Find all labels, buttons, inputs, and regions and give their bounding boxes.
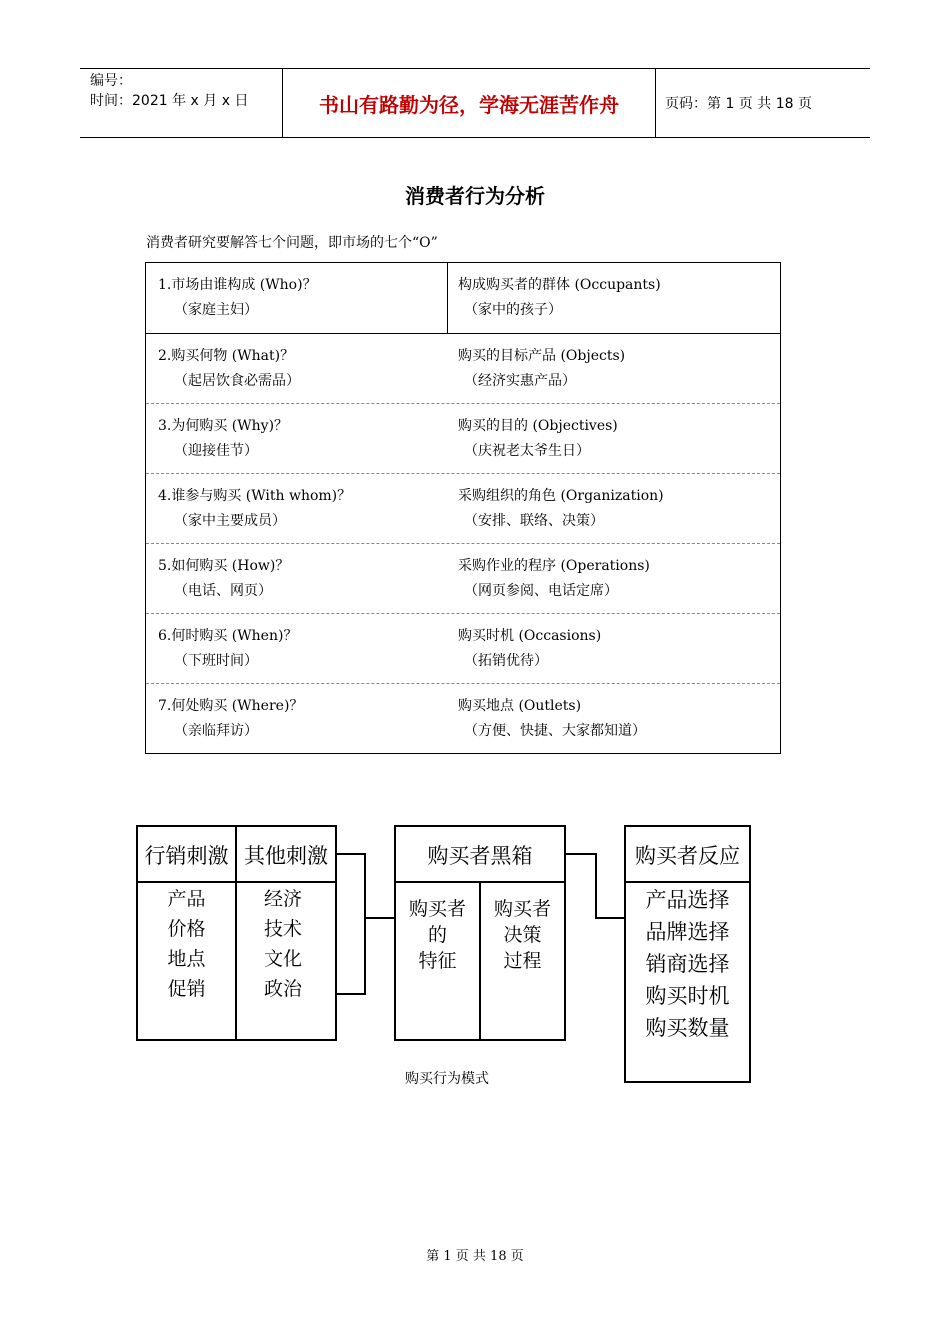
answer-example: （经济实惠产品）	[464, 373, 576, 389]
question-example: （亲临拜访）	[174, 723, 258, 739]
marketing-stimuli-list	[138, 884, 235, 1004]
connector-line	[337, 853, 365, 855]
question-cell	[146, 404, 448, 473]
answer-text: 购买地点 (Outlets)	[458, 698, 582, 714]
answer-text: 构成购买者的群体 (Occupants)	[458, 277, 661, 293]
header-meta	[80, 69, 282, 137]
answer-cell	[448, 614, 780, 683]
connector-arrow-line	[595, 917, 625, 919]
question-text: 6.何时购买 (When)？	[158, 628, 298, 644]
list-item: 购买者	[493, 898, 551, 920]
answer-cell	[448, 263, 780, 333]
answer-text: 采购作业的程序 (Operations)	[458, 558, 650, 574]
list-item: 过程	[503, 950, 542, 972]
connector-bracket	[595, 853, 597, 919]
list-item: 价格	[167, 918, 206, 940]
list-item: 决策	[503, 924, 542, 946]
question-example: （起居饮食必需品）	[174, 373, 300, 389]
question-example: （电话、网页）	[174, 583, 272, 599]
question-text: 4.谁参与购买 (With whom)？	[158, 488, 352, 504]
connector-bracket	[364, 853, 366, 995]
header-motto: 书山有路勤为径，学海无涯苦作舟	[282, 69, 656, 137]
table-row	[146, 263, 780, 333]
other-stimuli-head: 其他刺激	[244, 844, 328, 868]
question-example: （下班时间）	[174, 653, 258, 669]
answer-cell	[448, 474, 780, 543]
list-item: 销商选择	[645, 952, 730, 976]
table-row	[146, 543, 780, 613]
answer-example: （庆祝老太爷生日）	[464, 443, 590, 459]
document-title: 消费者行为分析	[405, 184, 545, 208]
answer-text: 购买时机 (Occasions)	[458, 628, 602, 644]
buyer-characteristics	[396, 896, 479, 974]
header-page-label: 页码：第 1 页 共 18 页	[665, 96, 812, 112]
number-label: 编号：	[90, 73, 132, 89]
connector-line	[337, 993, 365, 995]
question-text: 1.市场由谁构成 (Who)？	[158, 277, 317, 293]
list-item: 品牌选择	[645, 920, 730, 944]
black-box-head: 购买者黑箱	[427, 844, 533, 868]
question-cell	[146, 334, 448, 403]
question-cell	[146, 263, 448, 333]
answer-example: （方便、快捷、大家都知道）	[464, 723, 646, 739]
answer-cell	[448, 334, 780, 403]
stimuli-header-rule	[136, 881, 337, 883]
table-row	[146, 403, 780, 473]
response-head: 购买者反应	[635, 844, 740, 868]
table-row	[146, 613, 780, 683]
list-item: 特征	[418, 950, 457, 972]
answer-cell	[448, 544, 780, 613]
table-row	[146, 333, 780, 403]
time-label: 时间：2021 年 x 月 x 日	[90, 93, 249, 109]
answer-text: 购买的目的 (Objectives)	[458, 418, 618, 434]
question-cell	[146, 544, 448, 613]
marketing-stimuli-head: 行销刺激	[144, 844, 229, 868]
list-item: 产品选择	[645, 888, 730, 912]
question-cell	[146, 614, 448, 683]
answer-cell	[448, 684, 780, 753]
answer-cell	[448, 404, 780, 473]
question-example: （家中主要成员）	[174, 513, 286, 529]
answer-example: （安排、联络、决策）	[464, 513, 604, 529]
question-example: （迎接佳节）	[174, 443, 258, 459]
list-item: 购买者	[408, 898, 466, 920]
diagram-caption: 购买行为模式	[405, 1071, 489, 1087]
table-row	[146, 473, 780, 543]
seven-o-table	[145, 262, 781, 754]
question-text: 7.何处购买 (Where)？	[158, 698, 304, 714]
list-item: 促销	[167, 978, 206, 1000]
question-cell	[146, 684, 448, 753]
response-list	[626, 884, 749, 1044]
list-item: 的	[427, 924, 447, 946]
question-text: 2.购买何物 (What)？	[158, 348, 295, 364]
table-row	[146, 683, 780, 753]
answer-text: 采购组织的角色 (Organization)	[458, 488, 664, 504]
list-item: 购买时机	[645, 984, 730, 1008]
list-item: 文化	[263, 948, 302, 970]
connector-arrow-line	[364, 917, 395, 919]
list-item: 政治	[263, 978, 302, 1000]
answer-text: 购买的目标产品 (Objects)	[458, 348, 626, 364]
intro-text: 消费者研究要解答七个问题，即市场的七个“O”	[146, 235, 438, 251]
list-item: 经济	[263, 888, 302, 910]
answer-example: （拓销优待）	[464, 653, 548, 669]
connector-line	[566, 853, 596, 855]
response-header-rule	[624, 881, 751, 883]
question-cell	[146, 474, 448, 543]
page-footer: 第 1 页 共 18 页	[426, 1249, 524, 1264]
buyer-decision-process	[481, 896, 564, 974]
list-item: 购买数量	[645, 1016, 730, 1040]
question-text: 3.为何购买 (Why)？	[158, 418, 289, 434]
answer-example: （网页参阅、电话定席）	[464, 583, 618, 599]
question-text: 5.如何购买 (How)？	[158, 558, 290, 574]
document-header	[80, 68, 870, 138]
other-stimuli-list	[237, 884, 329, 1004]
list-item: 技术	[263, 918, 302, 940]
question-example: （家庭主妇）	[174, 302, 258, 318]
list-item: 产品	[167, 888, 206, 910]
list-item: 地点	[167, 948, 206, 970]
answer-example: （家中的孩子）	[464, 302, 562, 318]
